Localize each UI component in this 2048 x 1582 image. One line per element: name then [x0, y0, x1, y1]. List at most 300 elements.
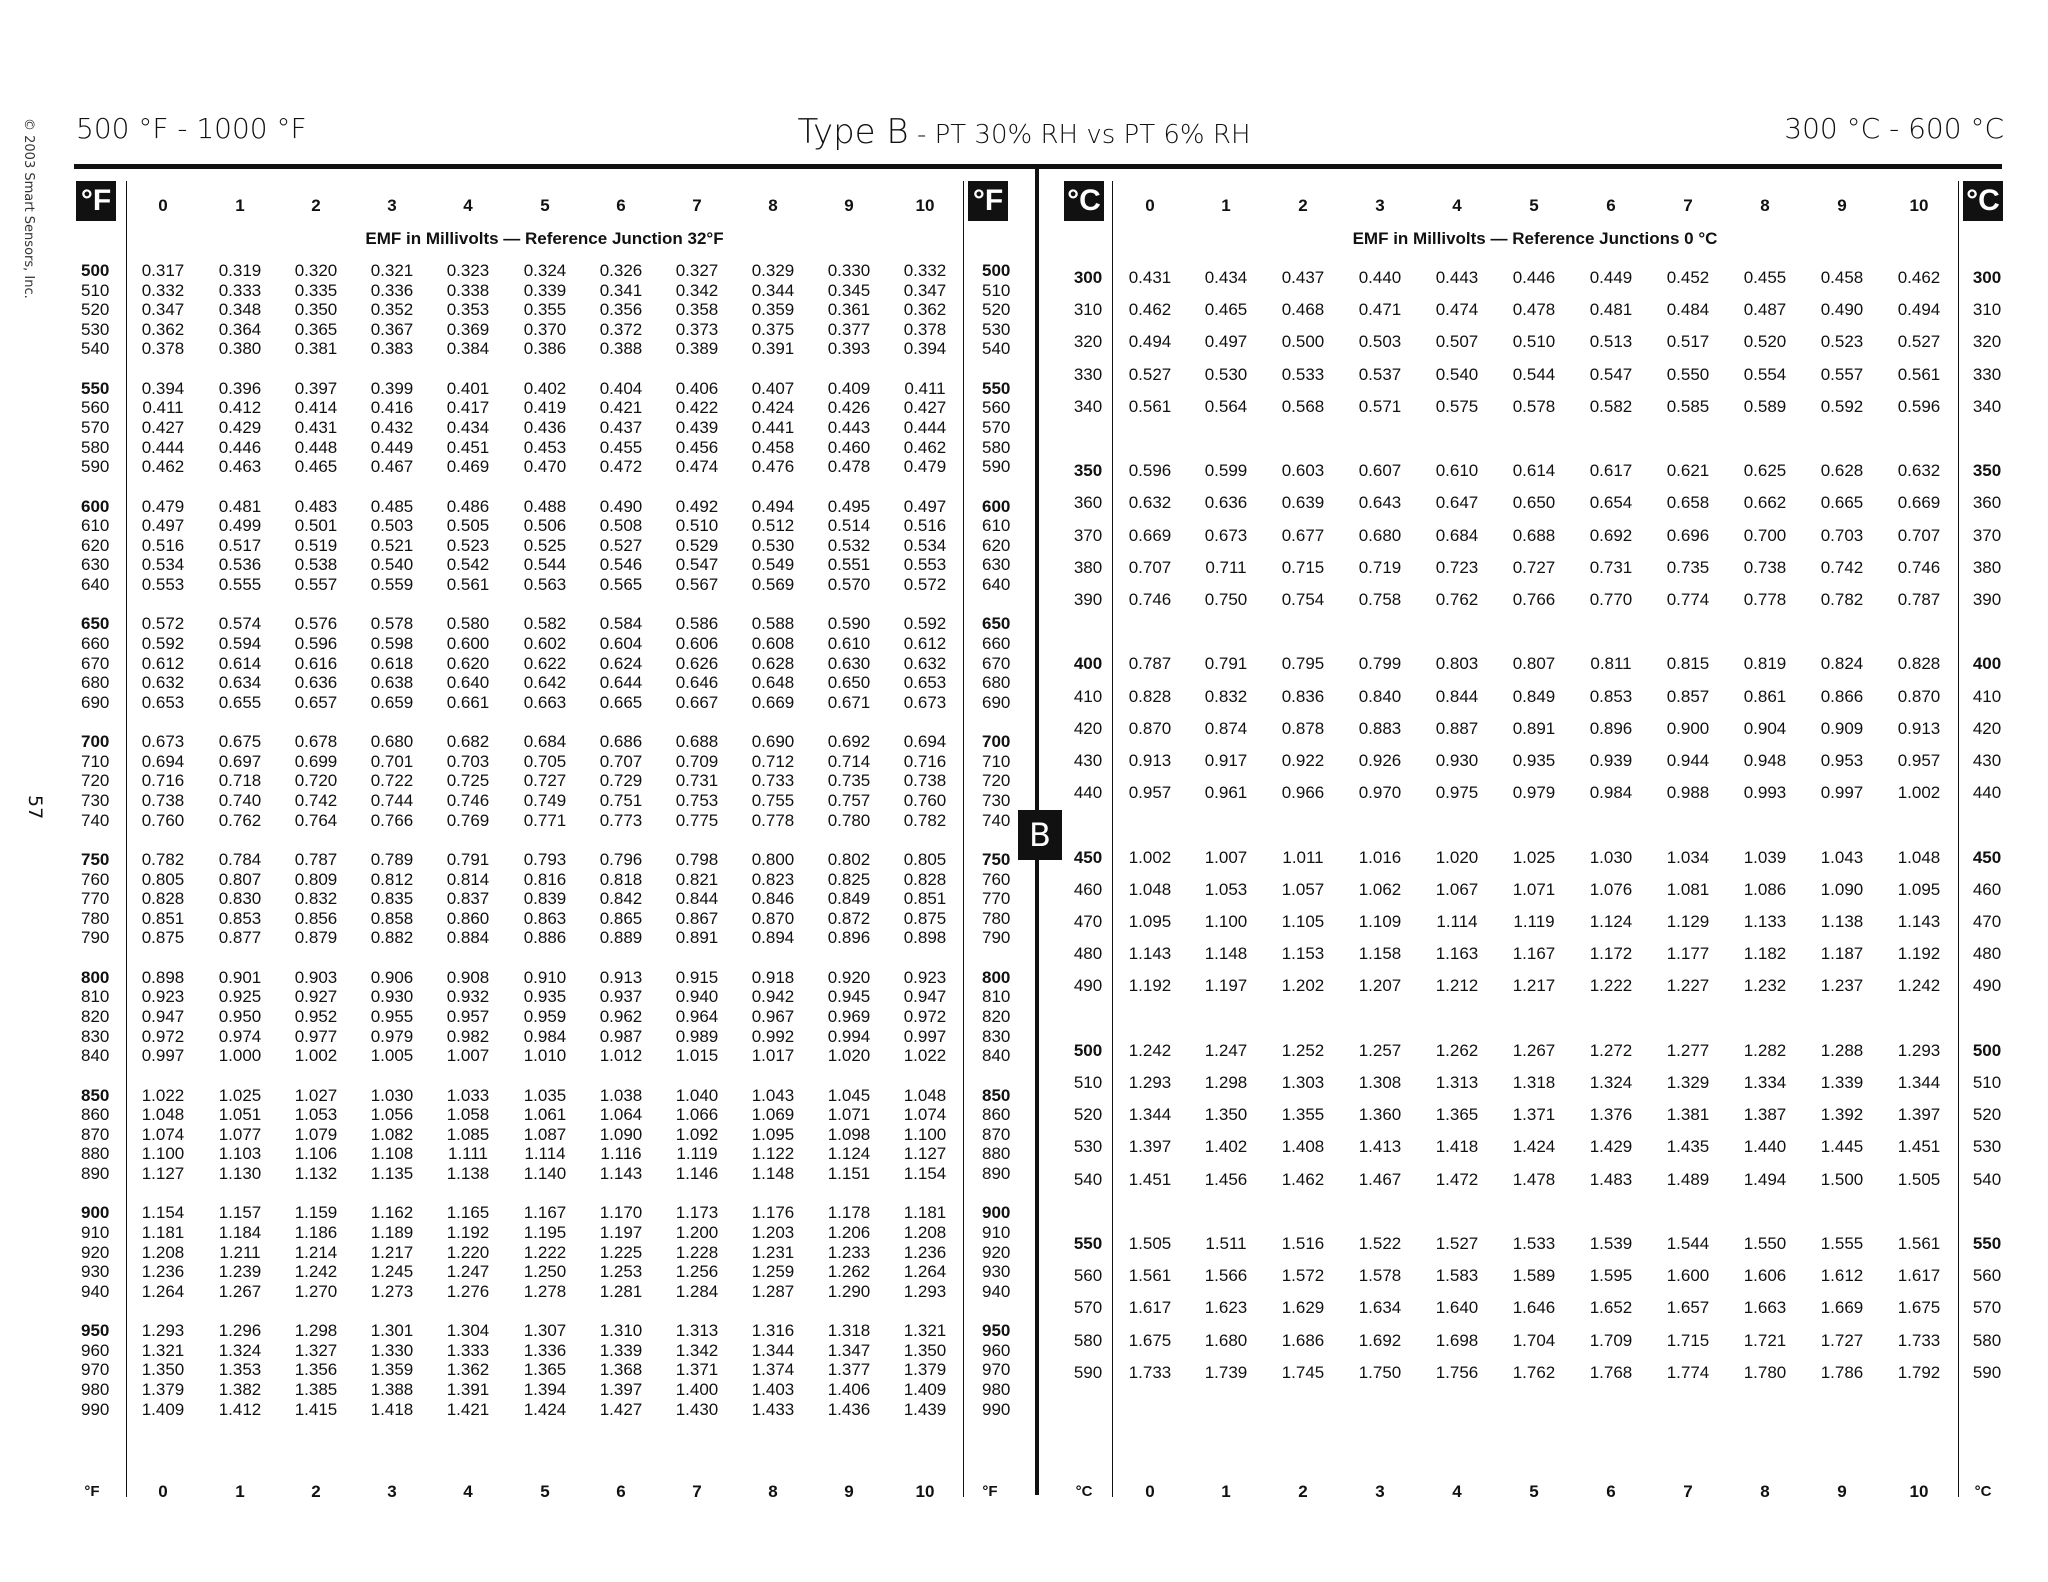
- fahrenheit-row-temperature: 860: [81, 1105, 110, 1125]
- fahrenheit-emf-value: 1.184: [218, 1223, 262, 1242]
- fahrenheit-row-temperature: 620: [982, 535, 1011, 555]
- celsius-emf-value: 1.397: [1897, 1105, 1941, 1125]
- fahrenheit-table-subtitle: EMF in Millivolts — Reference Junction 32°F: [365, 229, 724, 248]
- celsius-emf-value: 1.133: [1743, 912, 1787, 931]
- fahrenheit-row-temperature: 980: [982, 1380, 1011, 1399]
- celsius-emf-value: 1.698: [1435, 1330, 1479, 1350]
- fahrenheit-emf-value: 0.684: [523, 732, 567, 752]
- fahrenheit-emf-value: 0.467: [370, 457, 414, 477]
- fahrenheit-row-temperature: 790: [982, 928, 1011, 948]
- celsius-emf-value: 1.124: [1589, 912, 1633, 931]
- celsius-emf-value: 1.750: [1358, 1362, 1402, 1382]
- fahrenheit-emf-value: 0.760: [903, 791, 947, 810]
- fahrenheit-emf-value: 0.722: [370, 771, 414, 791]
- celsius-emf-value: 0.853: [1589, 686, 1633, 706]
- fahrenheit-row-temperature: 650: [81, 614, 110, 634]
- fahrenheit-emf-value: 0.478: [827, 457, 871, 477]
- fahrenheit-emf-value: 0.648: [751, 673, 795, 693]
- fahrenheit-row-temperature: 850: [982, 1085, 1011, 1105]
- fahrenheit-emf-value: 0.549: [751, 555, 795, 575]
- fahrenheit-emf-value: 0.925: [218, 987, 262, 1007]
- celsius-emf-value: 1.768: [1589, 1362, 1633, 1382]
- celsius-emf-value: 1.057: [1281, 879, 1325, 899]
- fahrenheit-emf-value: 0.809: [294, 869, 338, 889]
- fahrenheit-emf-value: 0.775: [675, 810, 719, 830]
- fahrenheit-emf-value: 1.048: [141, 1105, 185, 1125]
- celsius-row-temperature: 590: [1073, 1362, 1103, 1382]
- fahrenheit-row-temperature: 970: [982, 1360, 1011, 1380]
- fahrenheit-emf-value: 0.608: [751, 634, 795, 653]
- fahrenheit-emf-value: 1.377: [827, 1360, 871, 1380]
- fahrenheit-column-footer: 1: [235, 1482, 245, 1501]
- fahrenheit-emf-value: 0.680: [370, 732, 414, 752]
- fahrenheit-emf-value: 1.138: [446, 1164, 490, 1183]
- celsius-emf-value: 0.530: [1204, 364, 1248, 384]
- celsius-emf-value: 1.355: [1281, 1105, 1325, 1125]
- fahrenheit-emf-value: 0.606: [675, 634, 719, 653]
- fahrenheit-emf-value: 1.056: [370, 1105, 414, 1125]
- fahrenheit-emf-value: 1.100: [903, 1124, 947, 1144]
- celsius-emf-value: 1.762: [1512, 1362, 1556, 1382]
- fahrenheit-emf-value: 0.412: [218, 398, 262, 418]
- celsius-emf-value: 0.520: [1743, 332, 1787, 352]
- fahrenheit-emf-value: 0.816: [523, 869, 567, 889]
- celsius-emf-value: 1.646: [1512, 1298, 1556, 1318]
- celsius-emf-value: 1.623: [1204, 1298, 1248, 1318]
- celsius-emf-value: 1.704: [1512, 1330, 1556, 1350]
- celsius-emf-value: 0.446: [1512, 268, 1556, 287]
- celsius-emf-value: 1.267: [1512, 1040, 1556, 1060]
- celsius-emf-value: 1.583: [1435, 1266, 1479, 1286]
- fahrenheit-column-footer: 5: [540, 1482, 550, 1501]
- fahrenheit-emf-value: 1.090: [599, 1124, 643, 1144]
- celsius-emf-value: 0.650: [1512, 493, 1556, 513]
- fahrenheit-emf-value: 0.614: [218, 653, 262, 673]
- fahrenheit-emf-value: 0.427: [141, 418, 185, 437]
- fahrenheit-row-temperature: 840: [81, 1046, 110, 1066]
- fahrenheit-emf-value: 0.828: [903, 869, 947, 889]
- celsius-emf-value: 1.733: [1128, 1362, 1172, 1382]
- celsius-row-temperature: 300: [1972, 268, 2002, 287]
- celsius-row-temperature: 420: [1972, 718, 2002, 738]
- celsius-row-temperature: 590: [1972, 1362, 2002, 1382]
- fahrenheit-emf-value: 0.339: [523, 280, 567, 300]
- celsius-emf-value: 0.828: [1128, 686, 1172, 706]
- celsius-row-temperature: 350: [1073, 461, 1103, 481]
- fahrenheit-emf-value: 0.714: [827, 751, 871, 771]
- celsius-row-temperature: 390: [1972, 590, 2002, 609]
- celsius-emf-value: 1.039: [1743, 847, 1787, 867]
- fahrenheit-emf-value: 0.422: [675, 398, 719, 418]
- celsius-emf-value: 0.592: [1820, 396, 1864, 416]
- fahrenheit-row-temperature: 720: [81, 771, 110, 791]
- fahrenheit-emf-value: 0.940: [675, 987, 719, 1007]
- fahrenheit-emf-value: 0.399: [370, 378, 414, 398]
- fahrenheit-emf-value: 0.584: [599, 614, 643, 634]
- fahrenheit-row-temperature: 680: [982, 673, 1011, 693]
- celsius-emf-value: 1.456: [1204, 1169, 1248, 1189]
- fahrenheit-emf-value: 1.415: [294, 1399, 338, 1419]
- fahrenheit-emf-value: 1.143: [599, 1164, 643, 1183]
- celsius-emf-value: 1.025: [1512, 847, 1556, 867]
- celsius-emf-value: 1.533: [1512, 1234, 1556, 1253]
- fahrenheit-emf-value: 0.523: [446, 535, 490, 555]
- celsius-emf-value: 1.095: [1128, 912, 1172, 931]
- fahrenheit-emf-value: 1.270: [294, 1281, 338, 1301]
- fahrenheit-emf-value: 0.332: [903, 261, 947, 280]
- fahrenheit-emf-value: 0.805: [141, 869, 185, 889]
- celsius-row-temperature: 370: [1073, 525, 1103, 545]
- fahrenheit-emf-value: 0.773: [599, 810, 643, 830]
- celsius-column-footer: 2: [1298, 1482, 1308, 1501]
- fahrenheit-emf-value: 0.877: [218, 928, 262, 948]
- fahrenheit-emf-value: 1.379: [903, 1360, 947, 1380]
- celsius-emf-value: 0.564: [1204, 396, 1248, 416]
- celsius-row-temperature: 580: [1972, 1330, 2002, 1350]
- fahrenheit-emf-value: 1.040: [675, 1085, 719, 1105]
- fahrenheit-column-footer: 3: [387, 1482, 397, 1501]
- celsius-emf-value: 0.503: [1358, 332, 1402, 352]
- celsius-row-temperature: 360: [1073, 493, 1103, 513]
- celsius-emf-value: 1.020: [1435, 847, 1479, 867]
- fahrenheit-emf-value: 0.319: [218, 261, 262, 280]
- fahrenheit-emf-value: 1.025: [218, 1085, 262, 1105]
- fahrenheit-emf-value: 0.372: [599, 319, 643, 339]
- celsius-emf-value: 1.472: [1435, 1169, 1479, 1189]
- fahrenheit-emf-value: 0.825: [827, 869, 871, 889]
- fahrenheit-emf-value: 0.784: [218, 850, 262, 869]
- celsius-emf-value: 0.870: [1897, 686, 1941, 706]
- fahrenheit-emf-value: 1.135: [370, 1164, 414, 1183]
- celsius-emf-value: 0.684: [1435, 525, 1479, 545]
- fahrenheit-emf-value: 1.173: [675, 1203, 719, 1223]
- celsius-row-temperature: 310: [1073, 300, 1103, 320]
- fahrenheit-emf-value: 0.935: [523, 987, 567, 1007]
- celsius-row-temperature: 460: [1073, 879, 1103, 899]
- fahrenheit-emf-value: 0.396: [218, 378, 262, 398]
- fahrenheit-emf-value: 0.891: [675, 928, 719, 948]
- celsius-emf-value: 0.970: [1358, 783, 1402, 803]
- fahrenheit-emf-value: 1.409: [141, 1399, 185, 1419]
- fahrenheit-row-temperature: 510: [982, 280, 1011, 300]
- fahrenheit-row-temperature: 930: [81, 1262, 110, 1282]
- fahrenheit-emf-value: 1.409: [903, 1380, 947, 1399]
- celsius-emf-value: 0.930: [1435, 751, 1479, 770]
- fahrenheit-emf-value: 1.051: [218, 1105, 262, 1125]
- celsius-emf-value: 1.402: [1204, 1137, 1248, 1157]
- fahrenheit-row-temperature: 630: [982, 555, 1011, 575]
- fahrenheit-emf-value: 1.154: [141, 1203, 185, 1223]
- fahrenheit-emf-value: 1.276: [446, 1281, 490, 1301]
- fahrenheit-emf-value: 1.245: [370, 1262, 414, 1282]
- fahrenheit-row-temperature: 560: [982, 398, 1011, 418]
- fahrenheit-emf-value: 1.427: [599, 1399, 643, 1419]
- celsius-emf-value: 1.467: [1358, 1169, 1402, 1189]
- celsius-emf-value: 1.792: [1897, 1362, 1941, 1382]
- celsius-emf-value: 1.053: [1204, 879, 1248, 899]
- celsius-column-footer: 6: [1606, 1482, 1616, 1501]
- fahrenheit-emf-value: 0.512: [751, 516, 795, 536]
- celsius-emf-value: 0.993: [1743, 783, 1787, 803]
- celsius-emf-value: 1.505: [1897, 1169, 1941, 1189]
- fahrenheit-row-temperature: 710: [982, 751, 1011, 771]
- celsius-emf-value: 1.242: [1897, 976, 1941, 996]
- fahrenheit-row-temperature: 950: [81, 1321, 110, 1341]
- celsius-left-rule: [1112, 181, 1113, 1497]
- fahrenheit-emf-value: 0.460: [827, 437, 871, 457]
- celsius-emf-value: 1.172: [1589, 944, 1633, 964]
- fahrenheit-emf-value: 0.755: [751, 791, 795, 810]
- fahrenheit-row-temperature: 950: [982, 1321, 1011, 1341]
- celsius-emf-value: 0.707: [1897, 525, 1941, 545]
- fahrenheit-emf-value: 0.920: [827, 967, 871, 987]
- fahrenheit-emf-value: 0.671: [827, 692, 871, 712]
- fahrenheit-emf-value: 0.470: [523, 457, 567, 477]
- fahrenheit-emf-value: 0.327: [675, 261, 719, 280]
- fahrenheit-emf-value: 1.176: [751, 1203, 795, 1223]
- celsius-emf-value: 0.703: [1820, 525, 1864, 545]
- fahrenheit-emf-value: 1.038: [599, 1085, 643, 1105]
- celsius-emf-value: 1.561: [1897, 1234, 1941, 1253]
- fahrenheit-footer-unit-right: °F: [982, 1483, 998, 1500]
- fahrenheit-emf-value: 1.379: [141, 1380, 185, 1399]
- fahrenheit-emf-value: 0.851: [141, 908, 185, 928]
- fahrenheit-emf-value: 0.600: [446, 634, 490, 653]
- fahrenheit-column-header: 4: [463, 196, 473, 215]
- celsius-row-temperature: 400: [1073, 654, 1103, 674]
- celsius-emf-value: 0.770: [1589, 590, 1633, 609]
- fahrenheit-emf-value: 0.604: [599, 634, 643, 653]
- fahrenheit-emf-value: 0.356: [599, 300, 643, 320]
- celsius-emf-value: 0.561: [1897, 364, 1941, 384]
- fahrenheit-emf-value: 0.690: [751, 732, 795, 752]
- fahrenheit-emf-value: 1.236: [903, 1242, 947, 1262]
- fahrenheit-emf-value: 0.612: [903, 634, 947, 653]
- celsius-column-header: 8: [1760, 196, 1770, 215]
- fahrenheit-emf-value: 0.437: [599, 418, 643, 437]
- fahrenheit-emf-value: 1.259: [751, 1262, 795, 1282]
- fahrenheit-emf-value: 1.154: [903, 1164, 947, 1183]
- celsius-emf-value: 1.539: [1589, 1234, 1633, 1253]
- fahrenheit-emf-value: 0.749: [523, 791, 567, 810]
- celsius-emf-value: 0.500: [1281, 332, 1325, 352]
- celsius-emf-value: 0.636: [1204, 493, 1248, 513]
- fahrenheit-emf-value: 1.222: [523, 1242, 567, 1262]
- fahrenheit-emf-value: 1.304: [446, 1321, 490, 1341]
- fahrenheit-emf-value: 0.947: [903, 987, 947, 1007]
- fahrenheit-row-temperature: 770: [982, 889, 1011, 909]
- celsius-emf-value: 1.272: [1589, 1040, 1633, 1060]
- fahrenheit-emf-value: 0.386: [523, 339, 567, 359]
- fahrenheit-emf-value: 0.411: [142, 398, 184, 418]
- fahrenheit-emf-value: 0.867: [675, 908, 719, 928]
- fahrenheit-emf-value: 0.913: [599, 967, 643, 987]
- fahrenheit-unit-label-right: °F: [968, 181, 1008, 221]
- fahrenheit-emf-value: 0.735: [827, 771, 871, 791]
- fahrenheit-emf-value: 0.417: [446, 398, 490, 418]
- celsius-emf-value: 1.095: [1897, 879, 1941, 899]
- fahrenheit-emf-value: 0.791: [446, 850, 490, 869]
- celsius-row-temperature: 470: [1073, 912, 1103, 931]
- fahrenheit-row-temperature: 540: [982, 339, 1011, 359]
- fahrenheit-emf-value: 0.397: [294, 378, 338, 398]
- fahrenheit-row-temperature: 630: [81, 555, 110, 575]
- fahrenheit-emf-value: 0.330: [827, 261, 871, 280]
- fahrenheit-emf-value: 0.837: [446, 889, 490, 909]
- fahrenheit-row-temperature: 970: [81, 1360, 110, 1380]
- fahrenheit-emf-value: 0.807: [218, 869, 262, 889]
- celsius-row-temperature: 540: [1073, 1169, 1103, 1189]
- fahrenheit-emf-value: 0.624: [599, 653, 643, 673]
- celsius-emf-value: 0.527: [1897, 332, 1941, 352]
- celsius-emf-value: 1.511: [1205, 1234, 1247, 1253]
- fahrenheit-row-temperature: 760: [81, 869, 110, 889]
- fahrenheit-emf-value: 0.697: [218, 751, 262, 771]
- celsius-emf-value: 1.675: [1897, 1298, 1941, 1318]
- fahrenheit-emf-value: 1.418: [370, 1399, 414, 1419]
- celsius-emf-value: 1.339: [1820, 1073, 1864, 1092]
- fahrenheit-row-temperature: 640: [81, 575, 110, 594]
- celsius-emf-value: 1.429: [1589, 1137, 1633, 1157]
- fahrenheit-row-temperature: 590: [81, 457, 110, 477]
- fahrenheit-emf-value: 0.634: [218, 673, 262, 693]
- fahrenheit-emf-value: 1.130: [218, 1164, 262, 1183]
- celsius-emf-value: 0.462: [1897, 268, 1941, 287]
- fahrenheit-row-temperature: 920: [982, 1242, 1011, 1262]
- fahrenheit-emf-value: 1.015: [675, 1046, 719, 1066]
- fahrenheit-emf-value: 1.267: [218, 1281, 262, 1301]
- fahrenheit-emf-value: 0.414: [294, 398, 338, 418]
- fahrenheit-emf-value: 0.525: [523, 535, 567, 555]
- celsius-emf-value: 1.293: [1128, 1073, 1172, 1092]
- celsius-emf-value: 1.727: [1820, 1330, 1864, 1350]
- celsius-emf-value: 0.778: [1743, 590, 1787, 609]
- fahrenheit-emf-value: 0.411: [904, 378, 946, 398]
- fahrenheit-emf-value: 0.875: [141, 928, 185, 948]
- fahrenheit-emf-value: 1.203: [751, 1223, 795, 1242]
- fahrenheit-emf-value: 1.318: [827, 1321, 871, 1341]
- celsius-emf-value: 1.334: [1743, 1073, 1787, 1092]
- celsius-emf-value: 1.011: [1282, 847, 1324, 867]
- fahrenheit-emf-value: 0.992: [751, 1026, 795, 1046]
- celsius-emf-value: 0.617: [1589, 461, 1633, 481]
- celsius-emf-value: 1.418: [1435, 1137, 1479, 1157]
- fahrenheit-emf-value: 1.061: [523, 1105, 567, 1125]
- fahrenheit-emf-value: 0.402: [523, 378, 567, 398]
- fahrenheit-emf-value: 0.969: [827, 1007, 871, 1026]
- fahrenheit-emf-value: 0.547: [675, 555, 719, 575]
- fahrenheit-emf-value: 1.106: [294, 1144, 338, 1164]
- celsius-emf-value: 1.500: [1820, 1169, 1864, 1189]
- fahrenheit-emf-value: 0.359: [751, 300, 795, 320]
- fahrenheit-emf-value: 1.236: [141, 1262, 185, 1282]
- fahrenheit-row-temperature: 940: [982, 1281, 1011, 1301]
- celsius-emf-value: 0.658: [1666, 493, 1710, 513]
- fahrenheit-emf-value: 0.378: [141, 339, 185, 359]
- fahrenheit-row-temperature: 890: [81, 1164, 110, 1183]
- celsius-emf-value: 1.424: [1512, 1137, 1556, 1157]
- fahrenheit-emf-value: 1.127: [141, 1164, 185, 1183]
- fahrenheit-emf-value: 0.751: [599, 791, 643, 810]
- fahrenheit-emf-value: 0.932: [446, 987, 490, 1007]
- fahrenheit-row-temperature: 600: [982, 496, 1011, 516]
- fahrenheit-emf-value: 1.284: [675, 1281, 719, 1301]
- fahrenheit-emf-value: 0.977: [294, 1026, 338, 1046]
- celsius-table-subtitle: EMF in Millivolts — Reference Junctions 0 °C: [1352, 229, 1718, 248]
- fahrenheit-emf-value: 0.740: [218, 791, 262, 810]
- fahrenheit-row-temperature: 640: [982, 575, 1011, 594]
- fahrenheit-emf-value: 1.436: [827, 1399, 871, 1419]
- fahrenheit-row-temperature: 690: [81, 692, 110, 712]
- fahrenheit-emf-value: 0.699: [294, 751, 338, 771]
- celsius-emf-value: 1.282: [1743, 1040, 1787, 1060]
- fahrenheit-emf-value: 0.692: [827, 732, 871, 752]
- fahrenheit-emf-value: 0.510: [675, 516, 719, 536]
- celsius-emf-value: 0.575: [1435, 396, 1479, 416]
- fahrenheit-emf-value: 0.657: [294, 692, 338, 712]
- fahrenheit-emf-value: 0.557: [294, 575, 338, 594]
- celsius-row-temperature: 440: [1073, 783, 1103, 803]
- celsius-row-temperature: 460: [1972, 879, 2002, 899]
- celsius-emf-value: 1.612: [1820, 1266, 1864, 1286]
- celsius-emf-value: 1.629: [1281, 1298, 1325, 1318]
- fahrenheit-emf-value: 1.197: [599, 1223, 643, 1242]
- celsius-emf-value: 0.840: [1358, 686, 1402, 706]
- fahrenheit-emf-value: 0.984: [523, 1026, 567, 1046]
- fahrenheit-emf-value: 0.567: [675, 575, 719, 594]
- fahrenheit-emf-value: 0.729: [599, 771, 643, 791]
- fahrenheit-emf-value: 0.753: [675, 791, 719, 810]
- fahrenheit-emf-value: 0.849: [827, 889, 871, 909]
- celsius-emf-value: 0.807: [1512, 654, 1556, 674]
- fahrenheit-emf-value: 0.738: [903, 771, 947, 791]
- fahrenheit-emf-value: 1.186: [294, 1223, 338, 1242]
- celsius-row-temperature: 510: [1073, 1073, 1103, 1092]
- celsius-row-temperature: 530: [1972, 1137, 2002, 1157]
- celsius-emf-value: 0.731: [1589, 557, 1633, 577]
- fahrenheit-emf-value: 0.409: [827, 378, 871, 398]
- celsius-emf-value: 0.750: [1204, 590, 1248, 609]
- celsius-emf-value: 0.677: [1281, 525, 1325, 545]
- celsius-emf-value: 1.318: [1512, 1073, 1556, 1092]
- celsius-column-header: 5: [1529, 196, 1539, 215]
- celsius-row-temperature: 340: [1073, 396, 1103, 416]
- fahrenheit-emf-value: 0.384: [446, 339, 490, 359]
- fahrenheit-emf-value: 1.053: [294, 1105, 338, 1125]
- celsius-row-temperature: 520: [1972, 1105, 2002, 1125]
- fahrenheit-emf-value: 1.342: [675, 1340, 719, 1360]
- celsius-row-temperature: 500: [1073, 1040, 1103, 1060]
- celsius-unit-label-left: °C: [1064, 181, 1104, 221]
- fahrenheit-emf-value: 0.701: [370, 751, 414, 771]
- fahrenheit-column-footer: 6: [616, 1482, 626, 1501]
- celsius-emf-value: 0.758: [1358, 590, 1402, 609]
- fahrenheit-emf-value: 0.481: [218, 496, 262, 516]
- fahrenheit-emf-value: 0.727: [523, 771, 567, 791]
- celsius-emf-value: 1.048: [1897, 847, 1941, 867]
- fahrenheit-emf-value: 0.383: [370, 339, 414, 359]
- fahrenheit-emf-value: 0.644: [599, 673, 643, 693]
- celsius-column-header: 6: [1606, 196, 1616, 215]
- fahrenheit-column-footer: 8: [768, 1482, 778, 1501]
- fahrenheit-emf-value: 1.043: [751, 1085, 795, 1105]
- celsius-emf-value: 1.109: [1358, 912, 1402, 931]
- fahrenheit-column-header: 6: [616, 196, 626, 215]
- fahrenheit-emf-value: 0.427: [903, 398, 947, 418]
- celsius-emf-value: 0.715: [1281, 557, 1325, 577]
- fahrenheit-emf-value: 0.908: [446, 967, 490, 987]
- fahrenheit-emf-value: 0.612: [141, 653, 185, 673]
